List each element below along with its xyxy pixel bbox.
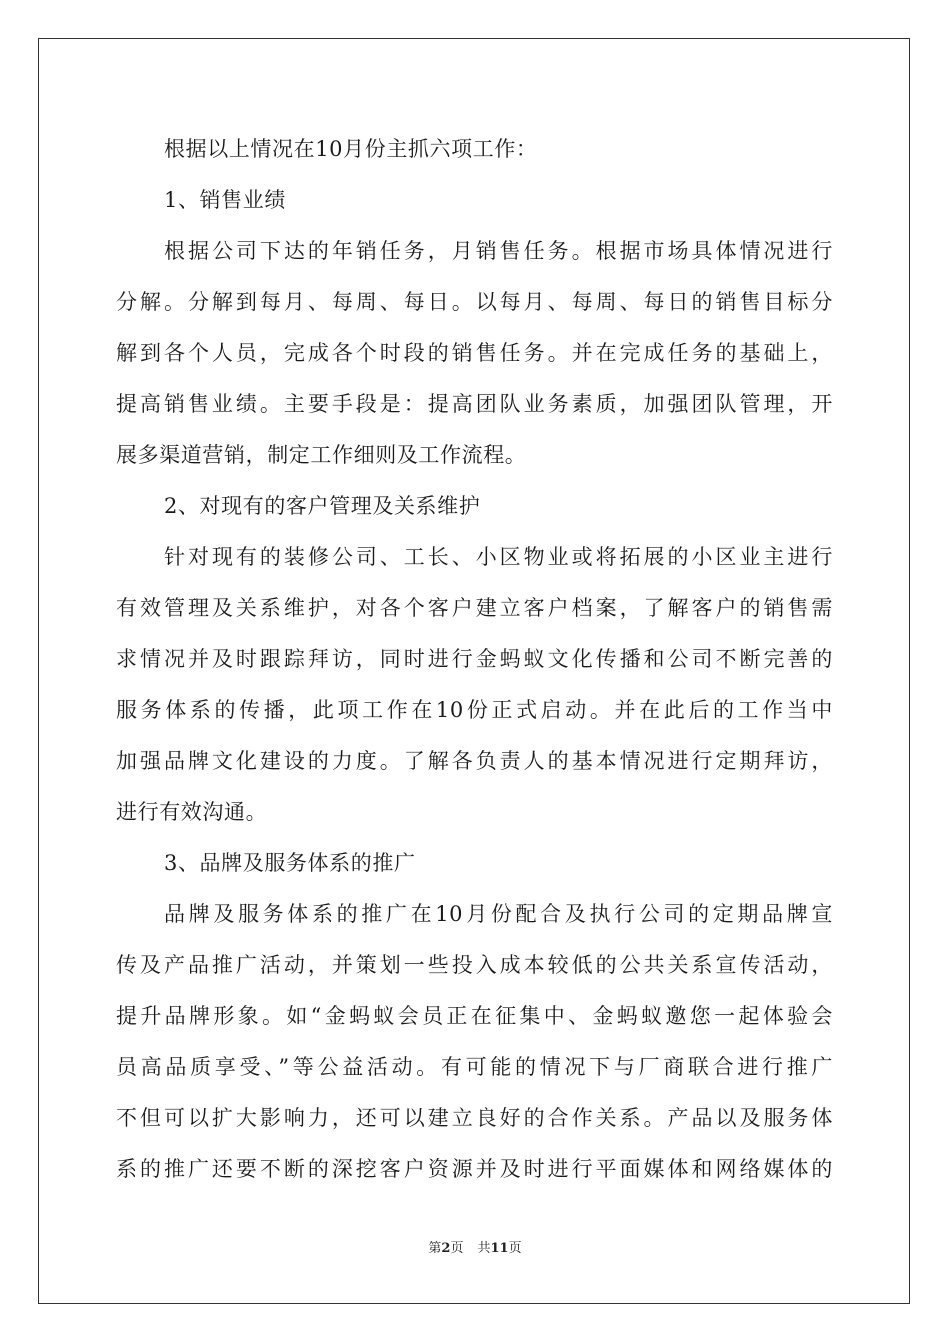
paragraph-line: 求情况并及时跟踪拜访，同时进行金蚂蚁文化传播和公司不断完善的 (116, 647, 833, 671)
paragraph-line: 提升品牌形象。如“金蚂蚁会员正在征集中、金蚂蚁邀您一起体验会 (116, 1004, 833, 1028)
page-number: 2 (441, 1241, 451, 1256)
paragraph-line: 提高销售业绩。主要手段是：提高团队业务素质，加强团队管理，开 (116, 392, 833, 416)
total-pages: 11 (490, 1241, 509, 1256)
total-prefix: 共 (477, 1241, 491, 1256)
paragraph-line: 加强品牌文化建设的力度。了解各负责人的基本情况进行定期拜访， (116, 749, 833, 773)
paragraph-line: 服务体系的传播，此项工作在10份正式启动。并在此后的工作当中 (116, 698, 833, 722)
page-footer (0, 1240, 950, 1258)
total-suffix: 页 (508, 1241, 522, 1256)
paragraph-line: 进行有效沟通。 (116, 800, 268, 824)
paragraph-line: 不但可以扩大影响力，还可以建立良好的合作关系。产品以及服务体 (116, 1106, 833, 1130)
paragraph-line: 员高品质享受、”等公益活动。有可能的情况下与厂商联合进行推广 (116, 1055, 833, 1079)
page-prefix: 第 (428, 1241, 442, 1256)
paragraph-line: 针对现有的装修公司、工长、小区物业或将拓展的小区业主进行 (164, 545, 833, 569)
paragraph-line: 展多渠道营销，制定工作细则及工作流程。 (116, 443, 527, 467)
paragraph-line: 品牌及服务体系的推广在10月份配合及执行公司的定期品牌宣 (164, 902, 833, 926)
intro-line: 根据以上情况在10月份主抓六项工作： (164, 137, 538, 161)
section-heading-3: 3、品牌及服务体系的推广 (164, 851, 416, 875)
section-heading-2: 2、对现有的客户管理及关系维护 (164, 494, 481, 518)
paragraph-line: 有效管理及关系维护，对各个客户建立客户档案，了解客户的销售需 (116, 596, 833, 620)
document-body (116, 124, 833, 1195)
page-suffix: 页 (450, 1241, 464, 1256)
paragraph-line: 解到各个人员，完成各个时段的销售任务。并在完成任务的基础上， (116, 341, 833, 365)
section-heading-1: 1、销售业绩 (164, 188, 286, 212)
paragraph-line: 传及产品推广活动，并策划一些投入成本较低的公共关系宣传活动， (116, 953, 833, 977)
paragraph-line: 分解。分解到每月、每周、每日。以每月、每周、每日的销售目标分 (116, 290, 833, 314)
paragraph-line: 根据公司下达的年销任务，月销售任务。根据市场具体情况进行 (164, 239, 833, 263)
paragraph-line: 系的推广还要不断的深挖客户资源并及时进行平面媒体和网络媒体的 (116, 1157, 833, 1181)
